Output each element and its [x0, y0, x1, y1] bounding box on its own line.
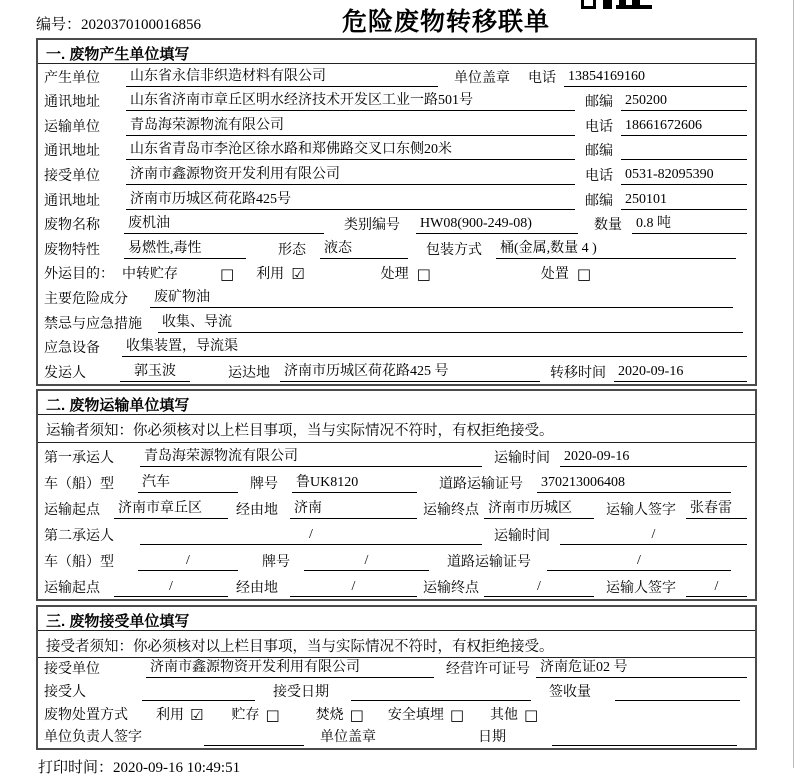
transporter-phone-value: 18661672606	[621, 116, 747, 136]
disposal-option-utilize: 利用	[156, 707, 184, 723]
via-value-2: /	[290, 577, 417, 597]
form-row-producer-address	[38, 89, 755, 114]
unit-seal-label: 单位盖章	[454, 70, 510, 86]
form-row-transporter-unit	[38, 113, 755, 138]
plate-number-value-2: /	[304, 551, 429, 571]
received-quantity-value	[615, 682, 740, 701]
form-row-first-carrier	[38, 443, 755, 469]
transfer-time-value: 2020-09-16	[614, 362, 747, 382]
plate-number-value: 鲁UK8120	[292, 473, 417, 493]
plate-number-label: 牌号	[250, 476, 278, 492]
form-row-consignor	[38, 359, 755, 384]
form-row-receiver-unit	[38, 162, 755, 187]
second-carrier-label: 第二承运人	[44, 528, 114, 544]
disposal-option-incinerate: 焚烧	[315, 707, 344, 723]
form-row-receiving-unit	[38, 658, 755, 681]
receiver-unit-label: 接受单位	[44, 168, 100, 184]
disposal-incinerate-checkbox: □	[349, 705, 364, 724]
road-permit-value: 370213006408	[537, 473, 731, 493]
receiver-address-value: 济南市历城区荷花路425号	[126, 190, 575, 210]
disposal-method-label: 废物处置方式	[44, 707, 128, 723]
disposal-option-other: 其他	[490, 707, 519, 723]
quantity-value: 0.8 吨	[632, 214, 747, 234]
receiving-unit-label: 接受单位	[44, 662, 100, 678]
disposal-other-checkbox: □	[524, 705, 539, 724]
transfer-storage-checkbox: □	[220, 265, 235, 284]
form-row-emergency-measures	[38, 310, 755, 335]
physical-form-value: 液态	[320, 239, 408, 259]
section-transporter-title: 二. 废物运输单位填写	[38, 391, 755, 415]
form-row-transfer-purpose	[38, 261, 755, 286]
hazard-component-label: 主要危险成分	[44, 291, 128, 307]
stamp-glyph-fragment	[603, 0, 612, 9]
unit-seal-label: 单位盖章	[320, 730, 376, 746]
via-value: 济南	[290, 499, 417, 519]
producer-phone-value: 13854169160	[564, 67, 747, 87]
disposal-storage-checkbox: □	[265, 705, 280, 724]
date-label: 日期	[478, 730, 506, 746]
treat-checkbox: □	[416, 265, 431, 284]
producer-address-value: 山东省济南市章丘区明水经济技术开发区工业一路501号	[126, 91, 575, 111]
purpose-option-transfer-storage: 中转贮存	[122, 267, 178, 283]
address-label: 通讯地址	[44, 95, 100, 111]
form-row-vehicle-type-2	[38, 547, 755, 573]
producer-unit-value: 山东省永信非织造材料有限公司	[126, 67, 438, 87]
form-row-emergency-equipment	[38, 335, 755, 360]
print-time-value: 2020-09-16 10:49:51	[113, 760, 241, 777]
transport-time-label: 运输时间	[494, 528, 550, 544]
clipped-stamp-fragment	[581, 0, 671, 10]
terminus-value-2: /	[484, 577, 594, 597]
dispose-checkbox: □	[576, 265, 592, 284]
destination-label: 运达地	[228, 365, 270, 381]
transporter-notice: 运输者须知：你必须核对以上栏目事项，当与实际情况不符时，有权拒绝接受。	[38, 415, 755, 443]
document-number-value: 2020370100016856	[81, 17, 202, 33]
purpose-option-treat: 处理	[380, 267, 409, 283]
producer-zip-value: 250200	[621, 91, 747, 111]
document-number-label: 编号：	[36, 17, 82, 33]
road-permit-label: 道路运输证号	[447, 554, 531, 570]
category-code-label: 类别编号	[344, 218, 400, 234]
license-number-value: 济南危证02 号	[536, 658, 747, 678]
zip-label: 邮编	[585, 193, 613, 209]
consignor-label: 发运人	[44, 365, 86, 381]
print-time-label: 打印时间：	[38, 760, 114, 777]
vehicle-type-value-2: /	[138, 551, 238, 571]
utilize-checkbox: ☑	[291, 265, 305, 284]
receiver-zip-value: 250101	[621, 190, 747, 210]
stamp-glyph-fragment	[616, 0, 652, 9]
receiver-person-value	[142, 682, 255, 701]
terminus-label: 运输终点	[423, 580, 479, 596]
waste-character-label: 废物特性	[44, 242, 100, 258]
quantity-label: 数量	[594, 218, 622, 234]
section-receiver-title: 三. 废物接受单位填写	[38, 607, 755, 631]
transfer-time-label: 转移时间	[550, 365, 606, 381]
transport-time-label: 运输时间	[494, 450, 550, 466]
form-row-route-2	[38, 573, 755, 599]
form-row-route-1	[38, 495, 755, 521]
phone-label: 电话	[585, 168, 613, 184]
transfer-purpose-label: 外运目的：	[44, 267, 114, 283]
license-number-label: 经营许可证号	[446, 662, 530, 678]
transporter-unit-value: 青岛海荣源物流有限公司	[126, 116, 575, 136]
address-label: 通讯地址	[44, 193, 100, 209]
zip-label: 邮编	[585, 95, 613, 111]
road-permit-value-2: /	[547, 551, 731, 571]
form-row-transporter-address	[38, 138, 755, 163]
receiver-unit-value: 济南市鑫源物资开发利用有限公司	[126, 165, 575, 185]
form-row-receiver-person	[38, 680, 755, 703]
responsible-signature-value	[204, 727, 304, 746]
section-transporter	[36, 389, 757, 601]
section-receiver	[36, 605, 757, 751]
purpose-option-dispose: 处置	[540, 267, 569, 283]
form-row-producer-unit	[38, 64, 755, 89]
transport-time-value: 2020-09-16	[560, 447, 747, 467]
receiving-unit-value: 济南市鑫源物资开发利用有限公司	[146, 658, 434, 678]
waste-name-value: 废机油	[124, 214, 324, 234]
terminus-label: 运输终点	[423, 502, 479, 518]
waste-character-value: 易燃性,毒性	[124, 239, 246, 259]
packing-method-value: 桶(金属,数量 4 )	[496, 239, 736, 259]
page-edge-line	[793, 0, 794, 768]
emergency-equipment-label: 应急设备	[44, 341, 100, 357]
address-label: 通讯地址	[44, 144, 100, 160]
carrier-signature-value: 张春雷	[686, 499, 747, 519]
receive-date-value	[351, 682, 531, 701]
second-carrier-value: /	[140, 525, 482, 545]
transport-time-value-2: /	[560, 525, 747, 545]
phone-label: 电话	[528, 70, 556, 86]
form-row-vehicle-type-1	[38, 469, 755, 495]
origin-value-2: /	[114, 577, 228, 597]
road-permit-label: 道路运输证号	[439, 476, 523, 492]
receive-date-label: 接受日期	[273, 685, 329, 701]
packing-method-label: 包装方式	[426, 242, 482, 258]
disposal-landfill-checkbox: □	[449, 705, 465, 724]
via-label: 经由地	[236, 502, 278, 518]
responsible-signature-label: 单位负责人签字	[44, 730, 142, 746]
destination-value: 济南市历城区荷花路425 号	[280, 362, 540, 382]
vehicle-type-label: 车（船）型	[44, 554, 114, 570]
receiver-phone-value: 0531-82095390	[621, 165, 747, 185]
purpose-option-utilize: 利用	[256, 267, 285, 283]
carrier-signature-value-2: /	[686, 577, 747, 597]
section-producer-title: 一. 废物产生单位填写	[38, 40, 755, 64]
stamp-glyph-fragment	[581, 0, 596, 9]
form-row-disposal-method	[38, 703, 755, 726]
receiver-person-label: 接受人	[44, 685, 86, 701]
zip-label: 邮编	[585, 144, 613, 160]
transporter-address-value: 山东省青岛市李沧区徐水路和郑佛路交叉口东侧20米	[126, 140, 575, 160]
page-title: 危险废物转移联单	[341, 8, 550, 36]
transporter-unit-label: 运输单位	[44, 119, 100, 135]
first-carrier-label: 第一承运人	[44, 450, 114, 466]
receiver-notice: 接受者须知：你必须核对以上栏目事项，当与实际情况不符时，有权拒绝接受。	[38, 631, 755, 658]
first-carrier-value: 青岛海荣源物流有限公司	[140, 447, 482, 467]
emergency-measures-value: 收集、导流	[158, 313, 743, 333]
form-row-waste-character	[38, 236, 755, 261]
document-header	[0, 0, 796, 38]
vehicle-type-label: 车（船）型	[44, 476, 114, 492]
consignor-value: 郭玉波	[120, 362, 190, 382]
disposal-utilize-checkbox: ☑	[190, 705, 204, 724]
section-producer	[36, 38, 757, 386]
disposal-option-storage: 贮存	[231, 707, 260, 723]
waste-name-label: 废物名称	[44, 218, 100, 234]
origin-label: 运输起点	[44, 580, 100, 596]
category-code-value: HW08(900-249-08)	[416, 214, 578, 234]
vehicle-type-value: 汽车	[138, 473, 238, 493]
transporter-zip-value	[621, 141, 747, 160]
carrier-signature-label: 运输人签字	[606, 502, 676, 518]
form-row-responsible-signature	[38, 726, 755, 749]
form-row-waste-name	[38, 212, 755, 237]
physical-form-label: 形态	[278, 242, 306, 258]
plate-number-label: 牌号	[262, 554, 290, 570]
producer-unit-label: 产生单位	[44, 70, 100, 86]
date-value	[552, 727, 737, 746]
terminus-value: 济南市历城区	[484, 499, 594, 519]
phone-label: 电话	[585, 119, 613, 135]
received-quantity-label: 签收量	[549, 685, 591, 701]
form-row-hazard-component	[38, 285, 755, 310]
emergency-measures-label: 禁忌与应急措施	[44, 316, 142, 332]
print-time	[38, 756, 796, 777]
disposal-option-landfill: 安全填埋	[387, 707, 444, 723]
hazard-component-value: 废矿物油	[150, 288, 733, 308]
form-row-receiver-address	[38, 187, 755, 212]
form-row-second-carrier	[38, 521, 755, 547]
origin-value: 济南市章丘区	[114, 499, 228, 519]
origin-label: 运输起点	[44, 502, 100, 518]
emergency-equipment-value: 收集装置，导流渠	[122, 337, 747, 357]
via-label: 经由地	[236, 580, 278, 596]
carrier-signature-label: 运输人签字	[606, 580, 676, 596]
